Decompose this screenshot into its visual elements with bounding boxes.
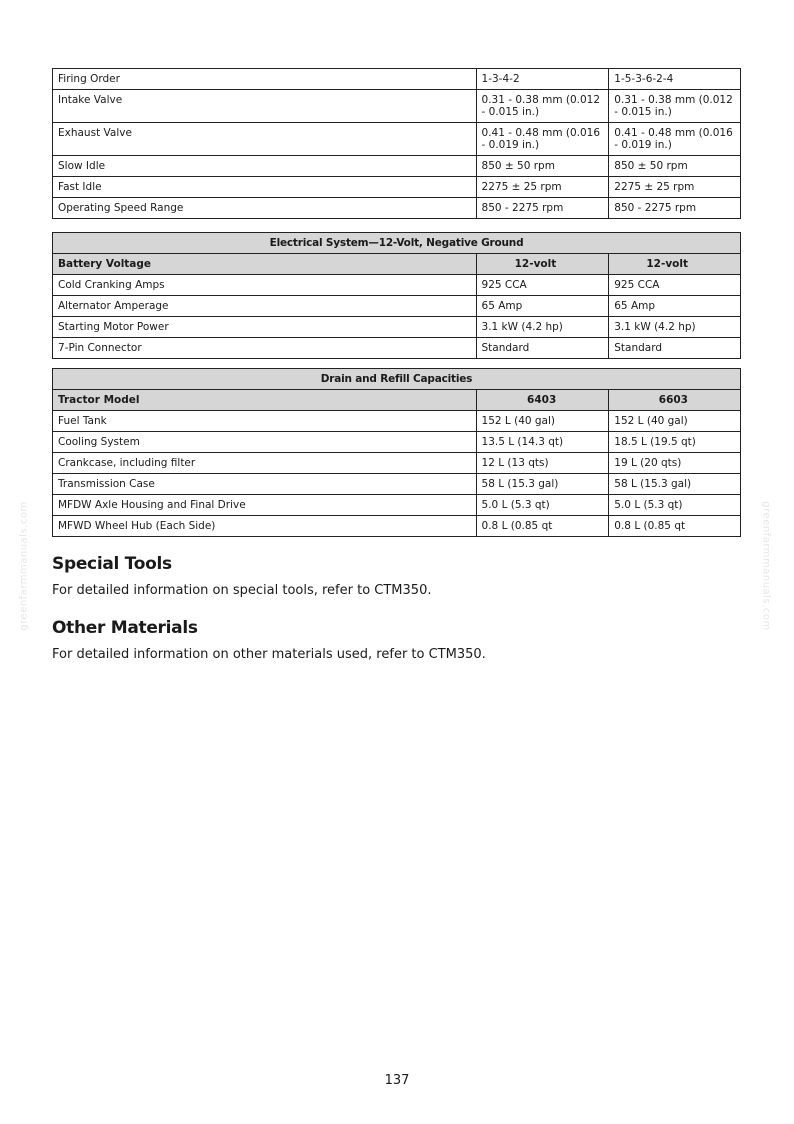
row-value-b: 3.1 kW (4.2 hp) xyxy=(609,317,741,338)
row-value-b: 18.5 L (19.5 qt) xyxy=(609,432,741,453)
row-value-b: 1-5-3-6-2-4 xyxy=(609,69,741,90)
row-label: Firing Order xyxy=(53,69,477,90)
row-value-a: 58 L (15.3 gal) xyxy=(476,474,609,495)
engine-spec-table xyxy=(52,68,741,219)
table-row xyxy=(53,198,741,219)
row-value-a: 3.1 kW (4.2 hp) xyxy=(476,317,609,338)
special-tools-text: For detailed information on special tools, refer to CTM350. xyxy=(52,583,432,598)
header-label: Tractor Model xyxy=(53,390,477,411)
table-row xyxy=(53,156,741,177)
other-materials-text: For detailed information on other materials used, refer to CTM350. xyxy=(52,647,486,662)
table-header-row xyxy=(53,254,741,275)
row-label: Crankcase, including filter xyxy=(53,453,477,474)
row-value-b: 58 L (15.3 gal) xyxy=(609,474,741,495)
row-value-b: 0.31 - 0.38 mm (0.012 - 0.015 in.) xyxy=(609,90,741,123)
row-label: Exhaust Valve xyxy=(53,123,477,156)
row-value-b: 65 Amp xyxy=(609,296,741,317)
row-value-b: 19 L (20 qts) xyxy=(609,453,741,474)
row-value-a: 0.8 L (0.85 qt xyxy=(476,516,609,537)
table-row xyxy=(53,317,741,338)
header-value-b: 12-volt xyxy=(609,254,741,275)
row-label: Fuel Tank xyxy=(53,411,477,432)
table-row xyxy=(53,453,741,474)
table-row xyxy=(53,177,741,198)
row-value-a: 850 ± 50 rpm xyxy=(476,156,609,177)
table-row xyxy=(53,495,741,516)
table-row xyxy=(53,474,741,495)
row-value-a: 13.5 L (14.3 qt) xyxy=(476,432,609,453)
row-value-a: 65 Amp xyxy=(476,296,609,317)
row-label: Starting Motor Power xyxy=(53,317,477,338)
table-row xyxy=(53,296,741,317)
header-label: Battery Voltage xyxy=(53,254,477,275)
row-value-b: 0.8 L (0.85 qt xyxy=(609,516,741,537)
row-label: Intake Valve xyxy=(53,90,477,123)
table-row xyxy=(53,338,741,359)
table-row xyxy=(53,432,741,453)
header-value-a: 6403 xyxy=(476,390,609,411)
page-number: 137 xyxy=(384,1073,410,1088)
row-value-b: 152 L (40 gal) xyxy=(609,411,741,432)
row-value-b: Standard xyxy=(609,338,741,359)
table-caption: Drain and Refill Capacities xyxy=(53,369,741,390)
special-tools-heading: Special Tools xyxy=(52,554,172,574)
watermark-right: greenfarmmanuals.com xyxy=(760,501,772,631)
row-label: MFDW Axle Housing and Final Drive xyxy=(53,495,477,516)
row-label: MFWD Wheel Hub (Each Side) xyxy=(53,516,477,537)
table-caption: Electrical System—12-Volt, Negative Ground xyxy=(53,233,741,254)
row-value-b: 5.0 L (5.3 qt) xyxy=(609,495,741,516)
row-value-a: 2275 ± 25 rpm xyxy=(476,177,609,198)
row-value-b: 2275 ± 25 rpm xyxy=(609,177,741,198)
row-label: 7-Pin Connector xyxy=(53,338,477,359)
table-row xyxy=(53,69,741,90)
row-value-a: 0.31 - 0.38 mm (0.012 - 0.015 in.) xyxy=(476,90,609,123)
row-value-a: 0.41 - 0.48 mm (0.016 - 0.019 in.) xyxy=(476,123,609,156)
row-label: Operating Speed Range xyxy=(53,198,477,219)
row-value-a: 12 L (13 qts) xyxy=(476,453,609,474)
row-value-a: 850 - 2275 rpm xyxy=(476,198,609,219)
row-value-a: Standard xyxy=(476,338,609,359)
row-value-b: 850 ± 50 rpm xyxy=(609,156,741,177)
header-value-a: 12-volt xyxy=(476,254,609,275)
row-value-a: 152 L (40 gal) xyxy=(476,411,609,432)
header-value-b: 6603 xyxy=(609,390,741,411)
capacities-table xyxy=(52,368,741,537)
watermark-left: greenfarmmanuals.com xyxy=(18,501,30,631)
table-row xyxy=(53,123,741,156)
table-row xyxy=(53,411,741,432)
row-value-b: 925 CCA xyxy=(609,275,741,296)
table-header-row xyxy=(53,390,741,411)
other-materials-heading: Other Materials xyxy=(52,618,198,638)
row-label: Cold Cranking Amps xyxy=(53,275,477,296)
row-value-a: 925 CCA xyxy=(476,275,609,296)
row-label: Slow Idle xyxy=(53,156,477,177)
row-label: Fast Idle xyxy=(53,177,477,198)
table-row xyxy=(53,516,741,537)
electrical-system-table xyxy=(52,232,741,359)
table-row xyxy=(53,90,741,123)
row-label: Cooling System xyxy=(53,432,477,453)
row-label: Transmission Case xyxy=(53,474,477,495)
row-value-b: 850 - 2275 rpm xyxy=(609,198,741,219)
row-value-b: 0.41 - 0.48 mm (0.016 - 0.019 in.) xyxy=(609,123,741,156)
row-label: Alternator Amperage xyxy=(53,296,477,317)
row-value-a: 5.0 L (5.3 qt) xyxy=(476,495,609,516)
row-value-a: 1-3-4-2 xyxy=(476,69,609,90)
table-row xyxy=(53,275,741,296)
